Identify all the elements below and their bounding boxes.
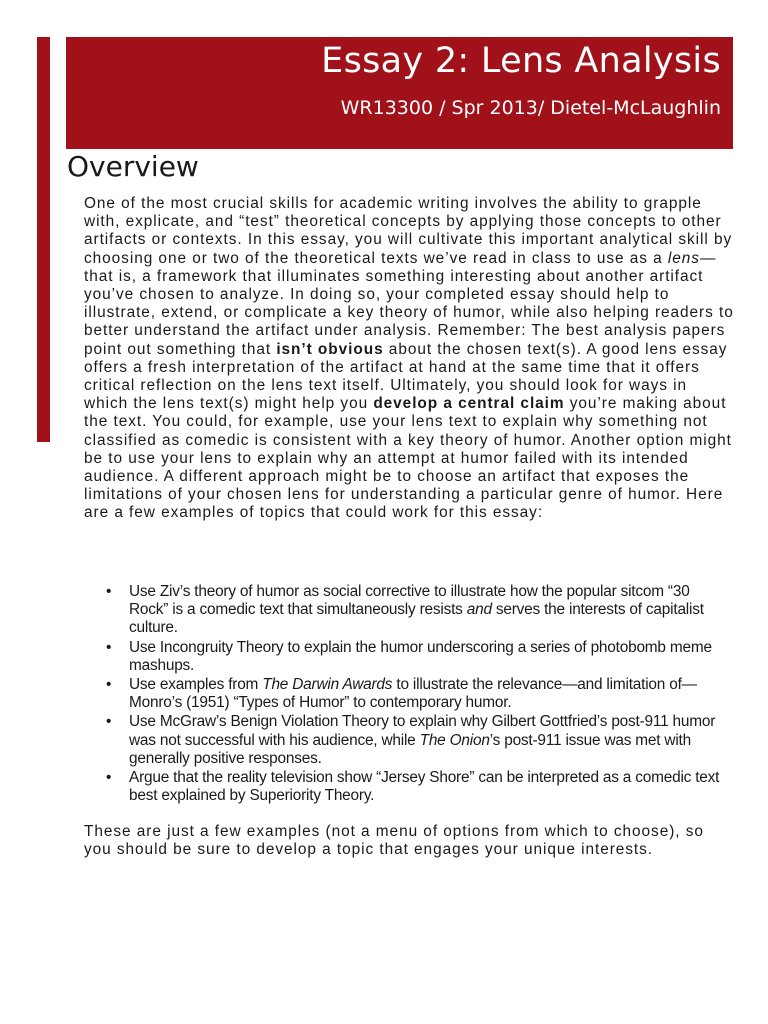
example-text: Use McGraw’s Benign Violation Theory to explain why Gilbert Gottfried’s post-911 humor was not successful with his audience, while	[129, 713, 716, 749]
intro-paragraph	[84, 195, 734, 523]
intro-bold-isnt-obvious: isn’t obvious	[276, 340, 384, 358]
header-banner	[66, 37, 733, 149]
intro-text-1: One of the most crucial skills for academic writing involves the ability to grapple with, explicate, and “test” theoretical concepts by applying those concepts to other artifacts or contexts. In this essay, you will cultivate this important analytical skill by choosing one or two of the theoretical texts we’ve read in class to use as a	[84, 195, 733, 267]
example-text: to illustrate the relevance—and limitation of—Monro’s (1951) “Types of Humor” to contemporary humor.	[129, 676, 697, 712]
examples-list	[106, 583, 726, 806]
example-text: Use examples from	[129, 676, 263, 694]
example-emphasis: The Darwin Awards	[262, 676, 393, 694]
intro-bold-central-claim: develop a central claim	[373, 395, 565, 413]
example-text: serves the interests of capitalist culture.	[129, 601, 704, 637]
closing-paragraph: These are just a few examples (not a menu of options from which to choose), so you should be sure to develop a topic that engages your unique interests.	[84, 823, 704, 859]
accent-side-bar	[37, 37, 50, 442]
example-emphasis: and	[466, 601, 492, 619]
course-subtitle: WR13300 / Spr 2013/ Dietel-McLaughlin	[340, 97, 721, 119]
section-heading-overview: Overview	[67, 150, 199, 183]
example-item	[106, 583, 726, 638]
example-emphasis: The Onion	[419, 731, 490, 749]
example-item	[106, 769, 726, 805]
intro-lens-word: lens	[667, 249, 700, 267]
document-title: Essay 2: Lens Analysis	[321, 41, 721, 81]
example-item	[106, 639, 726, 675]
example-item	[106, 676, 726, 712]
intro-text-3: about the chosen text(s). A good lens essay offers a fresh interpretation of the artifact at hand at the same time that it offers critical reflection on the lens text itself. Ultimately, you should look for ways in which the lens text(s) might help you	[84, 340, 728, 413]
example-item	[106, 713, 726, 768]
example-text: Use Incongruity Theory to explain the humor underscoring a series of photobomb meme mashups.	[129, 638, 712, 674]
intro-text-2: —that is, a framework that illuminates something interesting about another artifact you’ve chosen to analyze. In doing so, your completed essay should help to illustrate, extend, or complicate a key theory of humor, while also helping readers to better understand the artifact under analysis. Remember: The best analysis papers point out something that	[84, 249, 734, 358]
example-text: Use Ziv’s theory of humor as social corrective to illustrate how the popular sitcom “30 Rock” is a comedic text that simultaneously resists	[129, 583, 690, 619]
example-text: ’s post-911 issue was met with generally positive responses.	[129, 731, 691, 767]
intro-text-4: you’re making about the text. You could, for example, use your lens text to explain why something not classified as comedic is consistent with a key theory of humor. Another option might be to use your lens to explain why an attempt at humor failed with its intended audience. A different approach might be to choose an artifact that exposes the limitations of your chosen lens for understanding a particular genre of humor. Here are a few examples of topics that could work for this essay:	[84, 395, 732, 522]
example-text: Argue that the reality television show “Jersey Shore” can be interpreted as a comedic text best explained by Superiority Theory.	[129, 769, 720, 805]
